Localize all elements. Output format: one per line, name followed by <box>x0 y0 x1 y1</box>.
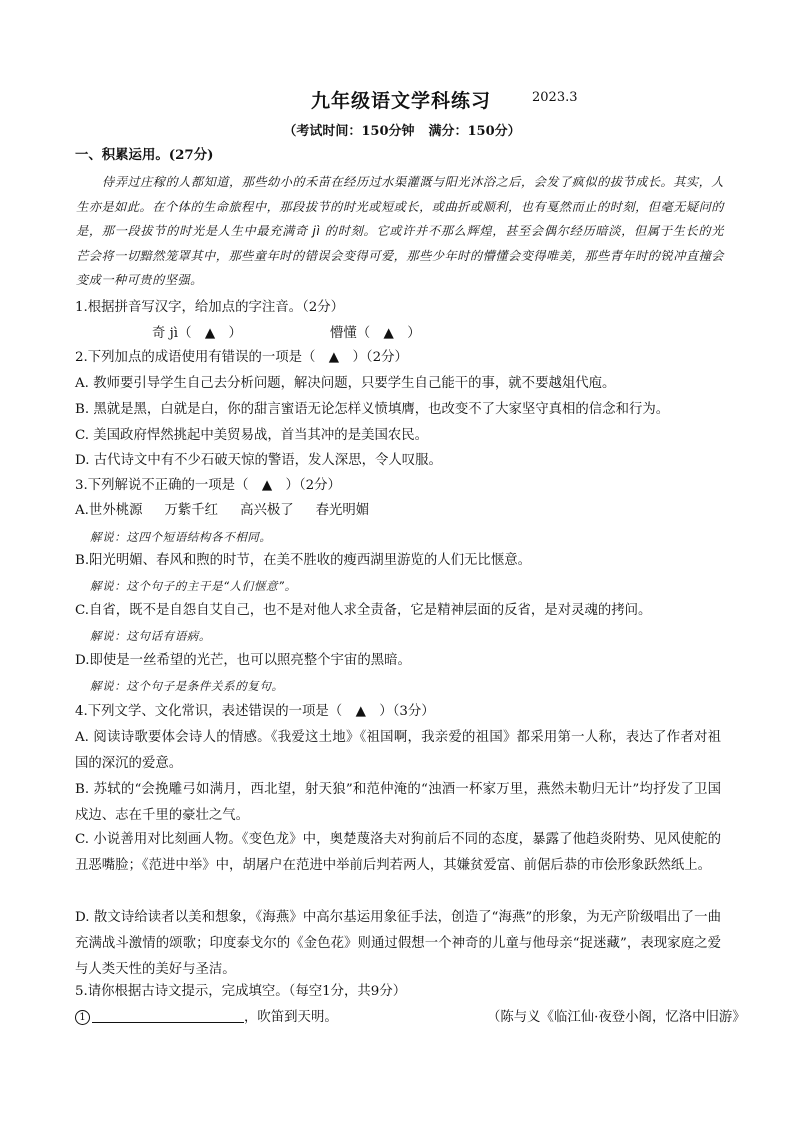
q3-a-word: 春光明媚 <box>315 503 370 518</box>
q4-option-c: C. 小说善用对比刻画人物。《变色龙》中，奥楚蔑洛夫对狗前后不同的态度，暴露了他趋炎附势、见风使舵的丑恶嘴脸；《范进中举》中，胡屠户在范进中举前后判若两人，其嫌贫爱富、前倨后恭的市侩形象跃然纸上。 <box>75 832 721 873</box>
q5-item-1-text: ，吹笛到天明。 <box>244 1010 338 1025</box>
q4-option-b: B. 苏轼的“会挽雕弓如满月，西北望，射天狼”和范仲淹的“浊酒一杯家万里，燕然未勒归无计”均抒发了卫国戍边、志在千里的豪壮之气。 <box>75 782 721 823</box>
q3-option-b: B.阳光明媚、春风和煦的时节，在美不胜收的瘦西湖里游览的人们无比惬意。 <box>75 553 531 568</box>
q5-item-1 <box>75 1008 746 1028</box>
page-title: 九年级语文学科练习 <box>311 90 492 112</box>
reading-passage <box>76 170 724 293</box>
circled-number-1: 1 <box>75 1010 90 1025</box>
q1-stem: 1.根据拼音写汉字，给加点的字注音。（2分） <box>75 300 345 315</box>
q4-option-d: D. 散文诗给读者以美和想象，《海燕》中高尔基运用象征手法，创造了“海燕”的形象，为无产阶级唱出了一曲充满战斗激情的颂歌；印度泰戈尔的《金色花》则通过假想一个神奇的儿童与他母亲“捉迷藏”，表现家庭之爱与人类天性的美好与圣洁。 <box>75 910 721 977</box>
q2-option-d: D. 古代诗文中有不少石破天惊的警语，发人深思，令人叹服。 <box>75 453 442 468</box>
full-marks: 满分：150分） <box>428 124 521 139</box>
q4-stem: 4.下列文学、文化常识，表述错误的一项是（ ▲ ）（3分） <box>75 704 435 719</box>
q3-b-explanation: 解说：这个句子的主干是“人们惬意”。 <box>90 579 297 593</box>
section-heading: 一、积累运用。(27分) <box>75 147 214 163</box>
q2-option-c: C. 美国政府悍然挑起中美贸易战，首当其冲的是美国农民。 <box>75 428 429 443</box>
q3-option-d: D.即使是一丝希望的光芒，也可以照亮整个宇宙的黑暗。 <box>75 653 411 668</box>
q1-item-b: 懵懂（ ▲ ） <box>330 326 421 341</box>
q3-c-explanation: 解说：这句话有语病。 <box>90 629 211 643</box>
q3-a-word: 高兴极了 <box>240 503 294 518</box>
exam-info <box>0 120 794 139</box>
q4-option-a: A. 阅读诗歌要体会诗人的情感。《我爱这土地》《祖国啊，我亲爱的祖国》都采用第一人称，表达了作者对祖国的深沉的爱意。 <box>75 730 721 771</box>
exam-date: 2023.3 <box>532 90 578 105</box>
q2-option-a: A. 教师要引导学生自己去分析问题，解决问题，只要学生自己能干的事，就不要越俎代庖。 <box>75 376 616 391</box>
q3-stem: 3.下列解说不正确的一项是（ ▲ ）（2分） <box>75 478 341 493</box>
q3-d-explanation: 解说：这个句子是条件关系的复句。 <box>90 679 284 693</box>
title-row <box>0 86 794 110</box>
q5-stem: 5.请你根据古诗文提示，完成填空。（每空1分，共9分） <box>75 984 407 999</box>
q1-item-a: 奇 jì（ ▲ ） <box>152 326 242 341</box>
q3-a-explanation: 解说：这四个短语结构各不相同。 <box>90 530 272 544</box>
exam-time: （考试时间：150分钟 <box>283 124 415 139</box>
q1-items <box>0 322 794 342</box>
q3-a-word: 万紫千红 <box>164 503 219 518</box>
q2-option-b: B. 黑就是黑，白就是白，你的甜言蜜语无论怎样义愤填膺，也改变不了大家坚守真相的信念和行为。 <box>75 402 670 417</box>
q5-item-1-source: （陈与义《临江仙·夜登小阁，忆洛中旧游》 <box>487 1010 746 1025</box>
q3-a-label: A.世外桃源 <box>75 503 143 518</box>
q3-option-a <box>75 501 725 521</box>
fill-in-blank[interactable] <box>92 1008 244 1023</box>
q2-stem: 2.下列加点的成语使用有错误的一项是（ ▲ ）（2分） <box>75 350 408 365</box>
q3-option-c: C.自省，既不是自怨自艾自己，也不是对他人求全责备，它是精神层面的反省，是对灵魂的拷问。 <box>75 603 652 618</box>
passage-text: 侍弄过庄稼的人都知道，那些幼小的禾苗在经历过水渠灌溉与阳光沐浴之后，会发了疯似的拔节成长。其实，人生亦是如此。在个体的生命旅程中，那段拔节的时光或短或长，或曲折或顺利，也有戛然而止的时刻，但毫无疑问的是，那一段拔节的时光是人生中最充满奇 jì 的时刻。它或许并不那么辉煌，甚至会偶尔经历暗淡，但属于生长的光芒会将一切黯然笼罩其中，那些童年时的错误会变得可爱，那些少年时的懵懂会变得唯美，那些青年时的锐冲直撞会变成一种可贵的坚强。 <box>76 175 724 287</box>
